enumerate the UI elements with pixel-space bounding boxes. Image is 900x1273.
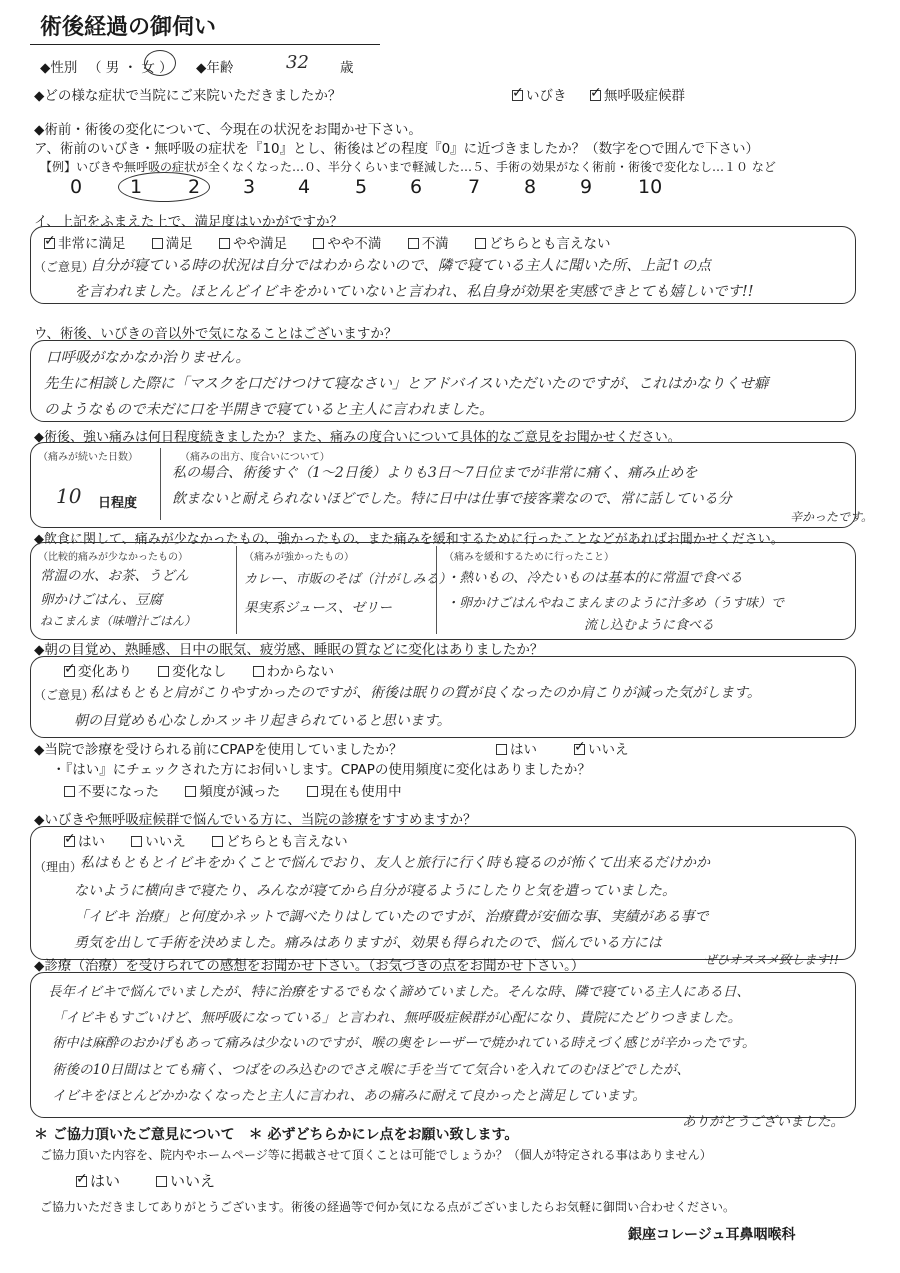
satisfaction-options (44, 232, 632, 252)
impression-question: ◆診療（治療）を受けられての感想をお聞かせ下さい。（お気づきの点をお聞かせ下さい。） (34, 958, 585, 974)
age-unit: 歳 (340, 60, 354, 76)
cpap-yes[interactable]: はい (496, 738, 537, 758)
food-divider-1 (236, 546, 237, 634)
recommend-reason-line[interactable]: 勇気を出して手術を決めました。痛みはありますが、効果も得られたので、悩んでいる方には (74, 935, 662, 951)
title-underline (30, 44, 380, 45)
checkbox-icon (307, 786, 318, 797)
recommend-option-neither[interactable]: どちらとも言えない (212, 834, 348, 850)
consent-yes[interactable]: ✓はい (76, 1170, 120, 1191)
impression-line[interactable]: 術中は麻酔のおかげもあって痛みは少ないのですが、喉の奥をレーザーで焼かれている時えづく感じが辛かったです。 (52, 1036, 756, 1051)
checkbox-icon (212, 836, 223, 847)
satisfaction-opinion-label: （ご意見） (34, 260, 95, 274)
food-less-line[interactable]: ねこまんま（味噌汁ごはん） (40, 614, 197, 628)
satisfaction-option-neither[interactable]: どちらとも言えない (475, 236, 611, 252)
impression-line[interactable]: イビキをほとんどかかなくなったと主人に言われ、あの痛みに耐えて良かったと満足しています。 (52, 1088, 646, 1104)
scale-selection-circle (118, 172, 210, 202)
food-relief-line[interactable]: ・卵かけごはんやねこまんまのように汁多め（うす味）で (446, 596, 785, 611)
pain-box (30, 442, 856, 528)
morning-options (64, 660, 356, 680)
checkbox-icon (590, 90, 601, 101)
pain-question: ◆術後、強い痛みは何日程度続きましたか？また、痛みの度合いについて具体的なご意見をお聞かせください。 (34, 430, 681, 445)
scale-1[interactable]: 1 (130, 176, 143, 198)
cpap-options (64, 780, 424, 800)
checkbox-icon (253, 666, 264, 677)
satisfaction-option-satisfied[interactable]: 満足 (152, 236, 193, 252)
scale-0[interactable]: 0 (70, 176, 83, 198)
food-less-line[interactable]: 卵かけごはん、豆腐 (40, 592, 163, 608)
change-example: 【例】いびきや無呼吸の症状が全くなくなった…０、半分くらいまで軽減した…５、手術の効果がなく術前・術後で変化なし…１０ など (40, 160, 776, 174)
checkbox-icon (152, 238, 163, 249)
concern-line[interactable]: 口呼吸がなかなか治りません。 (46, 350, 250, 366)
checkbox-icon (185, 786, 196, 797)
consent-question: ご協力頂いた内容を、院内やホームページ等に掲載させて頂くことは可能でしょうか？（個人が特定される事はありません） (40, 1148, 712, 1162)
scale-4[interactable]: 4 (298, 176, 311, 198)
sex-selected-circle (144, 50, 176, 76)
checkbox-icon (496, 744, 507, 755)
checkbox-icon (475, 238, 486, 249)
consent-no[interactable]: いいえ (156, 1170, 215, 1191)
recommend-question: ◆いびきや無呼吸症候群で悩んでいる方に、当院の診療をすすめますか？ (34, 812, 477, 828)
cpap-option-still-using[interactable]: 現在も使用中 (307, 784, 402, 800)
change-header: ◆術前・術後の変化について、今現在の状況をお聞かせ下さい。 (34, 122, 422, 138)
visit-option-snoring[interactable]: ✓ いびき (512, 84, 567, 104)
scale-3[interactable]: 3 (243, 176, 256, 198)
satisfaction-question: イ、上記をふまえた上で、満足度はいかがですか？ (34, 214, 344, 230)
recommend-reason-line[interactable]: 「イビキ 治療」と何度かネットで調べたりはしていたのですが、治療費が安価な事、実績がある事で (74, 909, 709, 925)
footer-thanks: ご協力いただきましてありがとうございます。術後の経過等で何か気になる点がございましたらお気軽に御問い合わせください。 (40, 1200, 736, 1214)
impression-line[interactable]: 長年イビキで悩んでいましたが、特に治療をするでもなく諦めていました。そんな時、隣で寝ている主人にある日、 (48, 984, 750, 1000)
pain-degree-line[interactable]: 飲まないと耐えられないほどでした。特に日中は仕事で接客業なので、常に話している分 (172, 491, 732, 507)
pain-divider (160, 448, 161, 520)
page-title: 術後経過の御伺い (40, 15, 217, 40)
recommend-reason-label: （理由） (34, 860, 83, 874)
food-strong-line[interactable]: カレー、市販のそば（汁がしみる） (244, 572, 452, 587)
checkbox-icon (156, 1176, 167, 1187)
checkbox-icon (64, 786, 75, 797)
food-question: ◆飲食に関して、痛みが少なかったもの、強かったもの、また痛みを緩和するために行ったことなどがあればお聞かせください。 (34, 532, 784, 547)
food-relief-line[interactable]: 流し込むように食べる (584, 618, 715, 633)
food-strong-label: （痛みが強かったもの） (244, 552, 354, 563)
cpap-question: ◆当院で診療を受けられる前にCPAPを使用していましたか？ (34, 742, 403, 758)
impression-line[interactable]: 術後の10日間はとても痛く、つばをのみ込むのでさえ喉に手を当てて気合いを入れてのむほどでしたが、 (52, 1062, 690, 1078)
food-relief-label: （痛みを緩和するために行ったこと） (444, 552, 614, 563)
visit-question: ◆どの様な症状で当院にご来院いただきましたか？ (34, 88, 342, 104)
morning-option-unknown[interactable]: わからない (253, 664, 335, 680)
food-relief-line[interactable]: ・熱いもの、冷たいものは基本的に常温で食べる (446, 570, 743, 586)
checkbox-icon (408, 238, 419, 249)
checkbox-icon (64, 666, 75, 677)
morning-question: ◆朝の目覚め、熟睡感、日中の眠気、疲労感、睡眠の質などに変化はありましたか？ (34, 642, 544, 658)
cpap-no[interactable]: ✓ いいえ (574, 738, 629, 758)
recommend-reason-line[interactable]: ないように横向きで寝たり、みんなが寝てから自分が寝るようにしたりと気を遣っていました。 (74, 883, 676, 899)
checkbox-icon (131, 836, 142, 847)
cpap-followup: ・『はい』にチェックされた方にお伺いします。CPAPの使用頻度に変化はありましたか？ (52, 762, 591, 778)
pain-days-unit: 日程度 (98, 496, 138, 511)
impression-line[interactable]: 「イビキもすごいけど、無呼吸になっている」と言われ、無呼吸症候群が心配になり、貴院にたどりつきました。 (52, 1010, 742, 1026)
pain-degree-line[interactable]: 辛かったです。 (790, 510, 874, 524)
impression-line[interactable]: ありがとうございました。 (682, 1114, 844, 1130)
food-less-line[interactable]: 常温の水、お茶、うどん (40, 568, 189, 584)
recommend-reason-line[interactable]: ぜひオススメ致します!! (704, 952, 839, 967)
pain-days-label: （痛みが続いた日数） (38, 452, 138, 463)
checkbox-icon (76, 1176, 87, 1187)
concern-question: ウ、術後、いびきの音以外で気になることはございますか？ (34, 326, 398, 342)
scale-10[interactable]: 10 (638, 176, 663, 198)
satisfaction-option-somewhat-dissatisfied[interactable]: やや不満 (313, 236, 381, 252)
clinic-name: 銀座コレージュ耳鼻咽喉科 (628, 1227, 796, 1243)
food-less-label: （比較的痛みが少なかったもの） (38, 552, 188, 563)
recommend-option-yes[interactable]: ✓はい (64, 834, 105, 850)
food-strong-line[interactable]: 果実系ジュース、ゼリー (244, 600, 392, 616)
scale-5[interactable]: 5 (355, 176, 368, 198)
checkbox-icon (64, 836, 75, 847)
scale-8[interactable]: 8 (524, 176, 537, 198)
sex-label: ◆性別 (40, 60, 78, 76)
checkbox-icon (219, 238, 230, 249)
age-value[interactable]: 32 (286, 52, 309, 73)
checkbox-icon (44, 238, 55, 249)
morning-opinion-line[interactable]: 朝の目覚めも心なしかスッキリ起きられていると思います。 (74, 713, 451, 729)
change-question: ア、術前のいびき・無呼吸の症状を『10』とし、術後はどの程度『0』に近づきましたか？（数字を○で囲んで下さい） (34, 141, 759, 157)
cpap-option-unneeded[interactable]: 不要になった (64, 784, 159, 800)
pain-degree-label: （痛みの出方、度合いについて） (180, 452, 330, 463)
consent-heading: ＊ ご協力頂いたご意見について ＊ 必ずどちらかにレ点をお願い致します。 (34, 1127, 519, 1143)
checkbox-icon (512, 90, 523, 101)
concern-line[interactable]: のようなもので未だに口を半開きで寝ていると主人に言われました。 (44, 402, 494, 418)
morning-option-changed[interactable]: ✓変化あり (64, 664, 132, 680)
checkbox-icon (158, 666, 169, 677)
concern-line[interactable]: 先生に相談した際に「マスクを口だけつけて寝なさい」とアドバイスいただいたのですが、これはかなりくせ癖 (44, 376, 769, 392)
recommend-reason-line[interactable]: 私はもともとイビキをかくことで悩んでおり、友人と旅行に行く時も寝るのが怖くて出来るだけかか (80, 855, 710, 871)
satisfaction-opinion-line[interactable]: を言われました。ほとんどイビキをかいていないと言われ、私自身が効果を実感できとても嬉しいです!! (74, 284, 754, 300)
scale-9[interactable]: 9 (580, 176, 593, 198)
satisfaction-opinion-line[interactable]: 自分が寝ている時の状況は自分ではわからないので、隣で寝ている主人に聞いた所、上記↑の点 (90, 258, 711, 274)
food-divider-2 (436, 546, 437, 634)
morning-option-no-change[interactable]: 変化なし (158, 664, 226, 680)
morning-opinion-label: （ご意見） (34, 688, 95, 702)
checkbox-icon (574, 744, 585, 755)
satisfaction-option-dissatisfied[interactable]: 不満 (408, 236, 449, 252)
sex-options[interactable]: （ 男 ・ 女 ） (88, 60, 173, 76)
morning-opinion-line[interactable]: 私はもともと肩がこりやすかったのですが、術後は眠りの質が良くなったのか肩こりが減った気がします。 (90, 685, 761, 701)
pain-days-value[interactable]: 10 (56, 484, 82, 508)
age-label: ◆年齢 (196, 60, 234, 76)
cpap-option-reduced[interactable]: 頻度が減った (185, 784, 280, 800)
checkbox-icon (313, 238, 324, 249)
pain-degree-line[interactable]: 私の場合、術後すぐ（1〜2日後）よりも3日〜7日位までが非常に痛く、痛み止めを (172, 465, 698, 481)
satisfaction-option-very-satisfied[interactable]: ✓非常に満足 (44, 236, 126, 252)
recommend-option-no[interactable]: いいえ (131, 834, 186, 850)
recommend-options (64, 830, 370, 850)
scale-2[interactable]: 2 (188, 176, 201, 198)
scale-6[interactable]: 6 (410, 176, 423, 198)
visit-option-apnea[interactable]: ✓ 無呼吸症候群 (590, 84, 685, 104)
satisfaction-option-somewhat-satisfied[interactable]: やや満足 (219, 236, 287, 252)
scale-7[interactable]: 7 (468, 176, 481, 198)
